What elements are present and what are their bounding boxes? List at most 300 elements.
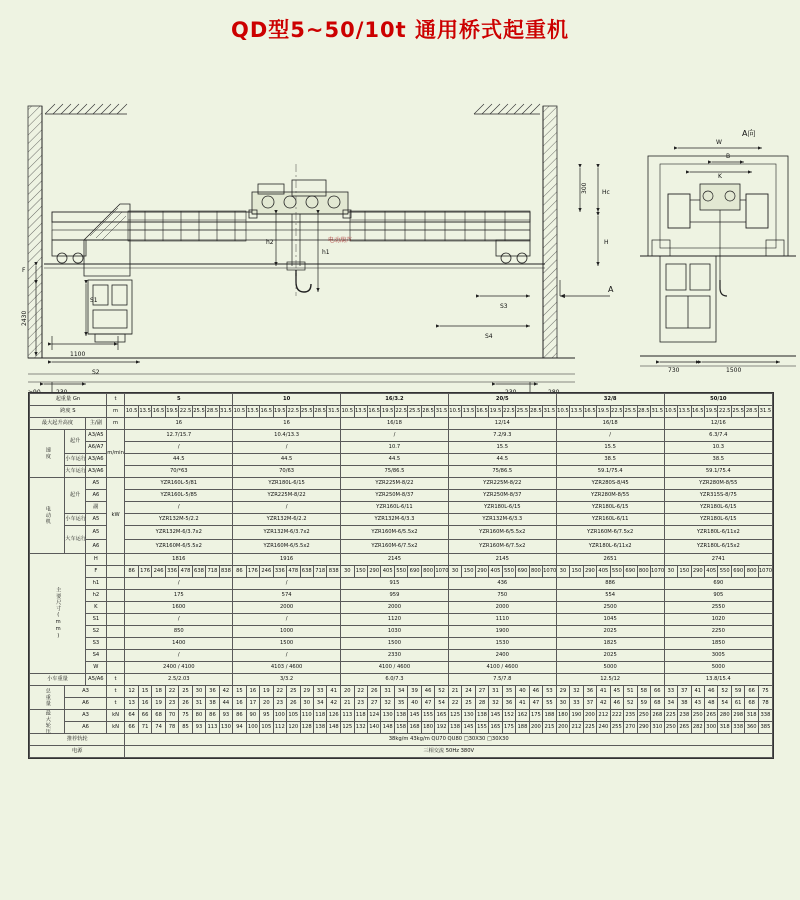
dim-label-s3: S3 bbox=[500, 303, 508, 310]
span-cell: 31.5 bbox=[219, 406, 232, 418]
wheel-load-cell: 124 bbox=[367, 710, 380, 722]
dim-key-h1: h1 bbox=[85, 578, 106, 590]
wheel-load-cell: 225 bbox=[583, 722, 596, 734]
wheel-load-cell: 94 bbox=[233, 722, 246, 734]
motor-cell: YZR160M-6/5.5x2 bbox=[448, 526, 556, 540]
weight-cell: 42 bbox=[327, 698, 341, 710]
motor-cell: / bbox=[233, 502, 341, 514]
wheel-load-cell: 318 bbox=[745, 710, 758, 722]
dim-cell: 2025 bbox=[556, 626, 664, 638]
f-cell: 30 bbox=[448, 566, 461, 578]
weight-cell: 52 bbox=[624, 698, 637, 710]
table-row-trolley-weight bbox=[30, 674, 773, 686]
table-row-motor-hoist-aux bbox=[30, 502, 773, 514]
dim-cell: 2250 bbox=[664, 626, 772, 638]
recommended-rail-value: 38kg/m 43kg/m QU70 QU80 □30X30 □30X30 bbox=[125, 734, 773, 746]
dim-unit-blank bbox=[106, 554, 125, 566]
motor-cell: YZR160M-6/5.5x2 bbox=[125, 540, 233, 554]
lift-height-cell: 16 bbox=[125, 418, 233, 430]
row-label-motor: 电动机 bbox=[30, 478, 65, 554]
wheel-load-cell: 310 bbox=[651, 722, 665, 734]
span-cell: 13.5 bbox=[570, 406, 583, 418]
motor-cell: YZR132M-6/3.7x2 bbox=[125, 526, 233, 540]
row-grade-a6a7: A6/A7 bbox=[85, 442, 106, 454]
dim-label-w: W bbox=[716, 139, 722, 146]
span-cell: 28.5 bbox=[421, 406, 434, 418]
capacity-16: 16/3.2 bbox=[341, 394, 449, 406]
table-row-dim-h bbox=[30, 554, 773, 566]
wheel-load-cell: 128 bbox=[300, 722, 313, 734]
wheel-load-cell: 188 bbox=[543, 710, 557, 722]
speed-cell: 12.7/15.7 bbox=[125, 430, 233, 442]
dim-cell: 2000 bbox=[233, 602, 341, 614]
weight-cell: 19 bbox=[260, 686, 273, 698]
lift-height-cell: 16 bbox=[233, 418, 341, 430]
f-cell: 290 bbox=[475, 566, 488, 578]
weight-cell: 38 bbox=[206, 698, 219, 710]
wheel-load-cell: 250 bbox=[664, 722, 677, 734]
weight-cell: 66 bbox=[651, 686, 665, 698]
f-cell: 638 bbox=[192, 566, 205, 578]
span-cell: 10.5 bbox=[556, 406, 569, 418]
table-row-speed-trolley bbox=[30, 454, 773, 466]
wheel-load-cell: 280 bbox=[718, 710, 731, 722]
technical-drawing bbox=[0, 44, 800, 384]
dim-cell: 4103 / 4600 bbox=[233, 662, 341, 674]
weight-cell: 31 bbox=[192, 698, 205, 710]
weight-cell: 58 bbox=[637, 686, 650, 698]
wheel-load-cell: 120 bbox=[287, 722, 300, 734]
wheel-load-cell: 190 bbox=[570, 710, 583, 722]
span-cell: 16.5 bbox=[583, 406, 596, 418]
f-cell: 1070 bbox=[651, 566, 665, 578]
wheel-load-cell: 212 bbox=[597, 710, 610, 722]
speed-cell: 15.5 bbox=[556, 442, 664, 454]
weight-cell: 15 bbox=[138, 686, 151, 698]
wheel-load-cell: 138 bbox=[394, 710, 407, 722]
weight-cell: 42 bbox=[597, 698, 610, 710]
dim-cell: / bbox=[125, 578, 233, 590]
weight-cell: 53 bbox=[543, 686, 557, 698]
dim-label-h1: h1 bbox=[322, 249, 330, 256]
wheel-load-cell: 64 bbox=[125, 710, 138, 722]
dim-cell: 1530 bbox=[448, 638, 556, 650]
dim-label-b: B bbox=[726, 153, 731, 160]
weight-cell: 35 bbox=[394, 698, 407, 710]
wheel-load-cell: 238 bbox=[678, 710, 691, 722]
row-grade-motor-trolley: A5 bbox=[85, 514, 106, 526]
motor-cell: YZR132M-6/3.7x2 bbox=[233, 526, 341, 540]
f-cell: 478 bbox=[179, 566, 192, 578]
span-cell: 19.5 bbox=[165, 406, 178, 418]
f-cell: 86 bbox=[125, 566, 138, 578]
wheel-load-cell: 145 bbox=[462, 722, 475, 734]
dim-label-hc: Hc bbox=[602, 189, 610, 196]
table-row-capacity bbox=[30, 394, 773, 406]
row-label-capacity: 起重量 Gn bbox=[30, 394, 107, 406]
weight-cell: 36 bbox=[206, 686, 219, 698]
dim-cell: 1000 bbox=[233, 626, 341, 638]
span-cell: 13.5 bbox=[678, 406, 691, 418]
row-label-total-weight: 总重量 bbox=[30, 686, 65, 710]
table-row-dim-h1 bbox=[30, 578, 773, 590]
span-cell: 31.5 bbox=[435, 406, 449, 418]
dim-cell: 915 bbox=[341, 578, 449, 590]
dim-cell: 3005 bbox=[664, 650, 772, 662]
row-sub-lift-height: 主/副 bbox=[85, 418, 106, 430]
dim-cell: / bbox=[125, 650, 233, 662]
weight-cell: 46 bbox=[705, 686, 718, 698]
dim-cell: 2500 bbox=[556, 602, 664, 614]
dim-cell: 5000 bbox=[556, 662, 664, 674]
speed-cell: 10.7 bbox=[341, 442, 449, 454]
table-row-total-weight-a6 bbox=[30, 698, 773, 710]
wheel-load-cell: 95 bbox=[260, 710, 273, 722]
dim-key-h2: h2 bbox=[85, 590, 106, 602]
wheel-load-cell: 130 bbox=[381, 710, 394, 722]
dim-cell: 2400 / 4100 bbox=[125, 662, 233, 674]
f-cell: 690 bbox=[408, 566, 421, 578]
weight-cell: 51 bbox=[624, 686, 637, 698]
speed-cell: / bbox=[125, 442, 233, 454]
table-row-motor-trolley bbox=[30, 514, 773, 526]
weight-cell: 16 bbox=[246, 686, 259, 698]
dim-cell: / bbox=[233, 650, 341, 662]
dim-cell: 2330 bbox=[341, 650, 449, 662]
span-cell: 22.5 bbox=[502, 406, 515, 418]
weight-cell: 17 bbox=[246, 698, 259, 710]
drawing-svg bbox=[0, 44, 800, 384]
capacity-5: 5 bbox=[125, 394, 233, 406]
table-row-total-weight-a3 bbox=[30, 686, 773, 698]
table-row-motor-hoist-main-a6 bbox=[30, 490, 773, 502]
wheel-load-cell: 113 bbox=[206, 722, 219, 734]
motor-cell: YZR180L-6/15 bbox=[664, 514, 772, 526]
weight-cell: 26 bbox=[367, 686, 380, 698]
table-row-motor-bridge-a5 bbox=[30, 526, 773, 540]
span-cell: 16.5 bbox=[367, 406, 380, 418]
dim-label-k: K bbox=[718, 173, 722, 180]
table-row-dim-s3 bbox=[30, 638, 773, 650]
wheel-load-cell: 168 bbox=[408, 722, 421, 734]
row-grade-trolley-weight: A5/A6 bbox=[85, 674, 106, 686]
row-grade-motor-bridge-a6: A6 bbox=[85, 540, 106, 554]
row-grade-total-a3: A3 bbox=[65, 686, 107, 698]
hoist-note-label: 电动葫芦 bbox=[328, 237, 353, 244]
dim-cell: 1030 bbox=[341, 626, 449, 638]
span-cell: 28.5 bbox=[529, 406, 542, 418]
wheel-load-cell: 265 bbox=[678, 722, 691, 734]
f-cell: 290 bbox=[583, 566, 596, 578]
power-supply-value: 三相交流 50Hz 380V bbox=[125, 746, 773, 758]
wheel-load-cell: 85 bbox=[179, 722, 192, 734]
dim-key-s4: S4 bbox=[85, 650, 106, 662]
motor-cell: YZR160M-6/7.5x2 bbox=[448, 540, 556, 554]
weight-cell: 45 bbox=[610, 686, 623, 698]
wheel-load-cell: 138 bbox=[475, 710, 488, 722]
span-cell: 25.5 bbox=[624, 406, 637, 418]
wheel-load-cell: 70 bbox=[165, 710, 178, 722]
span-cell: 28.5 bbox=[637, 406, 650, 418]
lift-height-cell: 12/14 bbox=[448, 418, 556, 430]
wheel-load-cell: 250 bbox=[691, 710, 704, 722]
wheel-load-cell: 145 bbox=[408, 710, 421, 722]
weight-cell: 25 bbox=[179, 686, 192, 698]
weight-cell: 46 bbox=[529, 686, 542, 698]
span-cell: 13.5 bbox=[354, 406, 367, 418]
span-cell: 25.5 bbox=[731, 406, 744, 418]
motor-cell: YZR132M-6/2.2 bbox=[233, 514, 341, 526]
speed-cell: 38.5 bbox=[556, 454, 664, 466]
motor-cell: YZR132M-6/3.3 bbox=[448, 514, 556, 526]
speed-cell: / bbox=[556, 430, 664, 442]
dim-key-h: H bbox=[85, 554, 106, 566]
wheel-load-cell: 66 bbox=[138, 710, 151, 722]
speed-cell: 70/63 bbox=[233, 466, 341, 478]
dim-cell: 2145 bbox=[448, 554, 556, 566]
span-cell: 19.5 bbox=[705, 406, 718, 418]
row-grade-wheel-a3: A3 bbox=[65, 710, 107, 722]
weight-cell: 34 bbox=[394, 686, 407, 698]
dim-cell: 1916 bbox=[233, 554, 341, 566]
wheel-load-cell: 126 bbox=[327, 710, 341, 722]
wheel-load-cell: 200 bbox=[556, 722, 569, 734]
row-grade-wheel-a6: A6 bbox=[65, 722, 107, 734]
wheel-load-cell: 130 bbox=[219, 722, 232, 734]
weight-cell: 25 bbox=[462, 698, 475, 710]
wheel-load-cell: 298 bbox=[731, 710, 744, 722]
dim-cell: 574 bbox=[233, 590, 341, 602]
span-cell: 22.5 bbox=[179, 406, 192, 418]
f-cell: 478 bbox=[287, 566, 300, 578]
weight-cell: 21 bbox=[341, 698, 354, 710]
dim-cell: 1120 bbox=[341, 614, 449, 626]
wheel-load-cell: 155 bbox=[475, 722, 488, 734]
capacity-10: 10 bbox=[233, 394, 341, 406]
dim-cell: 2000 bbox=[341, 602, 449, 614]
dim-cell: 436 bbox=[448, 578, 556, 590]
speed-cell: / bbox=[233, 442, 341, 454]
motor-cell: YZR180L-6/15 bbox=[664, 502, 772, 514]
row-unit-total-a6: t bbox=[106, 698, 125, 710]
row-label-wheel-load: 最大轮压 bbox=[30, 710, 65, 734]
span-cell: 13.5 bbox=[462, 406, 475, 418]
span-cell: 22.5 bbox=[394, 406, 407, 418]
table-row-lift-height bbox=[30, 418, 773, 430]
dim-unit-blank-h1 bbox=[106, 578, 125, 590]
dim-cell: 175 bbox=[125, 590, 233, 602]
wheel-load-cell: 338 bbox=[731, 722, 744, 734]
span-cell: 31.5 bbox=[543, 406, 557, 418]
dim-label-f: F bbox=[22, 267, 26, 274]
row-label-trolley-weight: 小车重量 bbox=[30, 674, 86, 686]
weight-cell: 59 bbox=[637, 698, 650, 710]
weight-cell: 22 bbox=[165, 686, 178, 698]
weight-cell: 36 bbox=[502, 698, 515, 710]
span-cell: 31.5 bbox=[758, 406, 772, 418]
table-row-motor-hoist-main-a5 bbox=[30, 478, 773, 490]
row-col-main-a6: A6 bbox=[85, 490, 106, 502]
weight-cell: 59 bbox=[731, 686, 744, 698]
wheel-load-cell: 90 bbox=[246, 710, 259, 722]
f-cell: 405 bbox=[381, 566, 394, 578]
dim-cell: 2550 bbox=[664, 602, 772, 614]
weight-cell: 31 bbox=[381, 686, 394, 698]
spec-table-container bbox=[28, 392, 774, 759]
motor-cell: YZR160M-6/7.5x2 bbox=[341, 540, 449, 554]
wheel-load-cell: 71 bbox=[138, 722, 151, 734]
weight-cell: 20 bbox=[341, 686, 354, 698]
dim-unit-blank-h2 bbox=[106, 590, 125, 602]
weight-cell: 61 bbox=[731, 698, 744, 710]
row-unit-total-a3: t bbox=[106, 686, 125, 698]
weight-cell: 23 bbox=[165, 698, 178, 710]
wheel-load-cell: 265 bbox=[705, 710, 718, 722]
trolley-weight-cell: 2.5/2.03 bbox=[125, 674, 233, 686]
f-cell: 800 bbox=[637, 566, 650, 578]
row-sub-motor-trolley: 小车运行 bbox=[65, 514, 86, 526]
span-cell: 19.5 bbox=[273, 406, 286, 418]
motor-cell: YZR160L-6/11 bbox=[556, 514, 664, 526]
row-unit-speed: m/min bbox=[106, 430, 125, 478]
dim-cell: 750 bbox=[448, 590, 556, 602]
motor-cell: YZR225M-8/22 bbox=[233, 490, 341, 502]
span-cell: 31.5 bbox=[651, 406, 665, 418]
span-cell: 16.5 bbox=[691, 406, 704, 418]
capacity-20: 20/5 bbox=[448, 394, 556, 406]
table-row-wheel-load-a6 bbox=[30, 722, 773, 734]
weight-cell: 46 bbox=[421, 686, 434, 698]
f-cell: 838 bbox=[219, 566, 232, 578]
dim-unit-blank-s1 bbox=[106, 614, 125, 626]
f-cell: 690 bbox=[516, 566, 529, 578]
wheel-load-cell: 74 bbox=[152, 722, 165, 734]
span-cell: 10.5 bbox=[341, 406, 354, 418]
dim-cell: 850 bbox=[125, 626, 233, 638]
motor-cell: YZR280M-8/55 bbox=[664, 478, 772, 490]
span-cell: 19.5 bbox=[381, 406, 394, 418]
wheel-load-cell: 118 bbox=[313, 710, 326, 722]
wheel-load-cell: 225 bbox=[664, 710, 677, 722]
span-cell: 28.5 bbox=[206, 406, 219, 418]
speed-cell: 7.2/9.3 bbox=[448, 430, 556, 442]
weight-cell: 33 bbox=[313, 686, 326, 698]
speed-cell: 44.5 bbox=[233, 454, 341, 466]
wheel-load-cell: 290 bbox=[637, 722, 650, 734]
wheel-load-cell: 93 bbox=[192, 722, 205, 734]
dim-cell: 690 bbox=[664, 578, 772, 590]
wheel-load-cell: 78 bbox=[165, 722, 178, 734]
wheel-load-cell: 100 bbox=[246, 722, 259, 734]
f-cell: 800 bbox=[745, 566, 758, 578]
dim-label-2430: 2430 bbox=[21, 310, 28, 326]
table-row-speed-bridge bbox=[30, 466, 773, 478]
weight-cell: 55 bbox=[543, 698, 557, 710]
wheel-load-cell: 240 bbox=[597, 722, 610, 734]
dim-label-h: H bbox=[604, 239, 609, 246]
row-unit-motor: kW bbox=[106, 478, 125, 554]
f-cell: 150 bbox=[462, 566, 475, 578]
wheel-load-cell: 125 bbox=[448, 710, 461, 722]
weight-cell: 19 bbox=[152, 698, 165, 710]
wheel-load-cell: 162 bbox=[516, 710, 529, 722]
span-cell: 10.5 bbox=[125, 406, 138, 418]
page-title: QD型5~50/10t 通用桥式起重机 bbox=[231, 18, 569, 42]
span-cell: 19.5 bbox=[489, 406, 502, 418]
dim-label-1500: 1500 bbox=[726, 367, 742, 374]
speed-cell: 75/86.5 bbox=[448, 466, 556, 478]
row-sub-hoist: 起升 bbox=[65, 430, 86, 454]
arrow-label-a: A bbox=[608, 285, 614, 294]
wheel-load-cell: 125 bbox=[341, 722, 354, 734]
wheel-load-cell: 215 bbox=[543, 722, 557, 734]
trolley-weight-cell: 12.5/12 bbox=[556, 674, 664, 686]
dim-label-s1: S1 bbox=[90, 297, 98, 304]
motor-cell: YZR160L-6/11 bbox=[341, 502, 449, 514]
table-row-dim-w bbox=[30, 662, 773, 674]
weight-cell: 32 bbox=[489, 698, 502, 710]
weight-cell: 23 bbox=[354, 698, 367, 710]
lift-height-cell: 16/18 bbox=[341, 418, 449, 430]
span-cell: 10.5 bbox=[233, 406, 246, 418]
table-row-wheel-load-a3 bbox=[30, 710, 773, 722]
weight-cell: 46 bbox=[610, 698, 623, 710]
wheel-load-cell: 110 bbox=[300, 710, 313, 722]
trolley-weight-cell: 7.5/7.8 bbox=[448, 674, 556, 686]
wheel-load-cell: 155 bbox=[421, 710, 434, 722]
wheel-load-cell: 138 bbox=[448, 722, 461, 734]
weight-cell: 23 bbox=[273, 698, 286, 710]
dim-cell: 2400 bbox=[448, 650, 556, 662]
weight-cell: 66 bbox=[745, 686, 758, 698]
row-unit-lift-height: m bbox=[106, 418, 125, 430]
weight-cell: 32 bbox=[381, 698, 394, 710]
dim-cell: 1500 bbox=[341, 638, 449, 650]
wheel-load-cell: 188 bbox=[516, 722, 529, 734]
dim-cell: / bbox=[233, 578, 341, 590]
wheel-load-cell: 158 bbox=[394, 722, 407, 734]
dim-unit-blank-f bbox=[106, 566, 125, 578]
table-row-speed-hoist-a3 bbox=[30, 430, 773, 442]
wheel-load-cell: 93 bbox=[219, 710, 232, 722]
motor-cell: YZR132M-5/2.2 bbox=[125, 514, 233, 526]
speed-cell: 10.4/13.3 bbox=[233, 430, 341, 442]
span-cell: 22.5 bbox=[718, 406, 731, 418]
weight-cell: 26 bbox=[179, 698, 192, 710]
motor-cell: YZR132M-6/3.3 bbox=[341, 514, 449, 526]
wheel-load-cell: 105 bbox=[260, 722, 273, 734]
row-sub-motor-hoist: 起升 bbox=[65, 478, 86, 514]
spec-table bbox=[29, 393, 773, 758]
weight-cell: 34 bbox=[664, 698, 677, 710]
dim-cell: 2025 bbox=[556, 650, 664, 662]
row-grade-total-a6: A6 bbox=[65, 698, 107, 710]
speed-cell: 38.5 bbox=[664, 454, 772, 466]
speed-cell: 10.3 bbox=[664, 442, 772, 454]
wheel-load-cell: 86 bbox=[206, 710, 219, 722]
span-cell: 25.5 bbox=[192, 406, 205, 418]
f-cell: 800 bbox=[529, 566, 542, 578]
speed-cell: 75/86.5 bbox=[341, 466, 449, 478]
dim-key-s1: S1 bbox=[85, 614, 106, 626]
span-cell: 25.5 bbox=[408, 406, 421, 418]
weight-cell: 47 bbox=[529, 698, 542, 710]
wheel-load-cell: 138 bbox=[313, 722, 326, 734]
weight-cell: 29 bbox=[300, 686, 313, 698]
speed-cell: 59.1/75.4 bbox=[664, 466, 772, 478]
dim-cell: 2145 bbox=[341, 554, 449, 566]
wheel-load-cell: 148 bbox=[381, 722, 394, 734]
